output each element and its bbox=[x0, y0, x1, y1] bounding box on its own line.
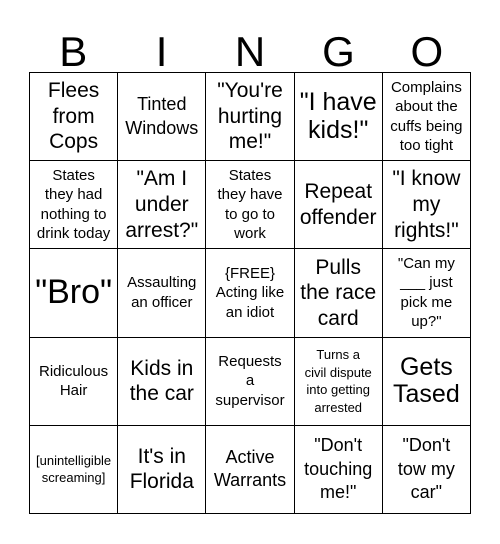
bingo-cell-i4[interactable]: Kids in the car bbox=[118, 338, 206, 426]
bingo-cell-g4[interactable]: Turns a civil dispute into getting arrested bbox=[295, 338, 383, 426]
bingo-cell-o3[interactable]: "Can my ___ just pick me up?" bbox=[383, 249, 471, 337]
bingo-cell-g2[interactable]: Repeat offender bbox=[295, 161, 383, 249]
bingo-cell-b1[interactable]: Flees from Cops bbox=[30, 73, 118, 161]
bingo-cell-i2[interactable]: "Am I under arrest?" bbox=[118, 161, 206, 249]
bingo-cell-b3[interactable]: "Bro" bbox=[30, 249, 118, 337]
bingo-grid bbox=[29, 72, 471, 514]
bingo-cell-g5[interactable]: "Don't touching me!" bbox=[295, 426, 383, 514]
bingo-cell-n3-free[interactable]: {FREE} Acting like an idiot bbox=[206, 249, 294, 337]
bingo-cell-g1[interactable]: "I have kids!" bbox=[295, 73, 383, 161]
bingo-cell-b4[interactable]: Ridiculous Hair bbox=[30, 338, 118, 426]
bingo-cell-n5[interactable]: Active Warrants bbox=[206, 426, 294, 514]
header-letter-n: N bbox=[234, 28, 266, 75]
bingo-cell-b2[interactable]: States they had nothing to drink today bbox=[30, 161, 118, 249]
header-letter-b: B bbox=[59, 28, 88, 75]
header-letter-i: I bbox=[155, 28, 168, 75]
bingo-cell-i3[interactable]: Assaulting an officer bbox=[118, 249, 206, 337]
bingo-cell-o1[interactable]: Complains about the cuffs being too tight bbox=[383, 73, 471, 161]
bingo-cell-o2[interactable]: "I know my rights!" bbox=[383, 161, 471, 249]
bingo-cell-o5[interactable]: "Don't tow my car" bbox=[383, 426, 471, 514]
bingo-cell-g3[interactable]: Pulls the race card bbox=[295, 249, 383, 337]
header-letter-g: G bbox=[322, 28, 355, 75]
bingo-cell-i1[interactable]: Tinted Windows bbox=[118, 73, 206, 161]
bingo-cell-b5[interactable]: [unintelligible screaming] bbox=[30, 426, 118, 514]
bingo-cell-n4[interactable]: Requests a supervisor bbox=[206, 338, 294, 426]
bingo-cell-n2[interactable]: States they have to go to work bbox=[206, 161, 294, 249]
bingo-header bbox=[29, 24, 471, 75]
bingo-cell-i5[interactable]: It's in Florida bbox=[118, 426, 206, 514]
bingo-cell-o4[interactable]: Gets Tased bbox=[383, 338, 471, 426]
bingo-cell-n1[interactable]: "You're hurting me!" bbox=[206, 73, 294, 161]
header-letter-o: O bbox=[410, 28, 444, 75]
